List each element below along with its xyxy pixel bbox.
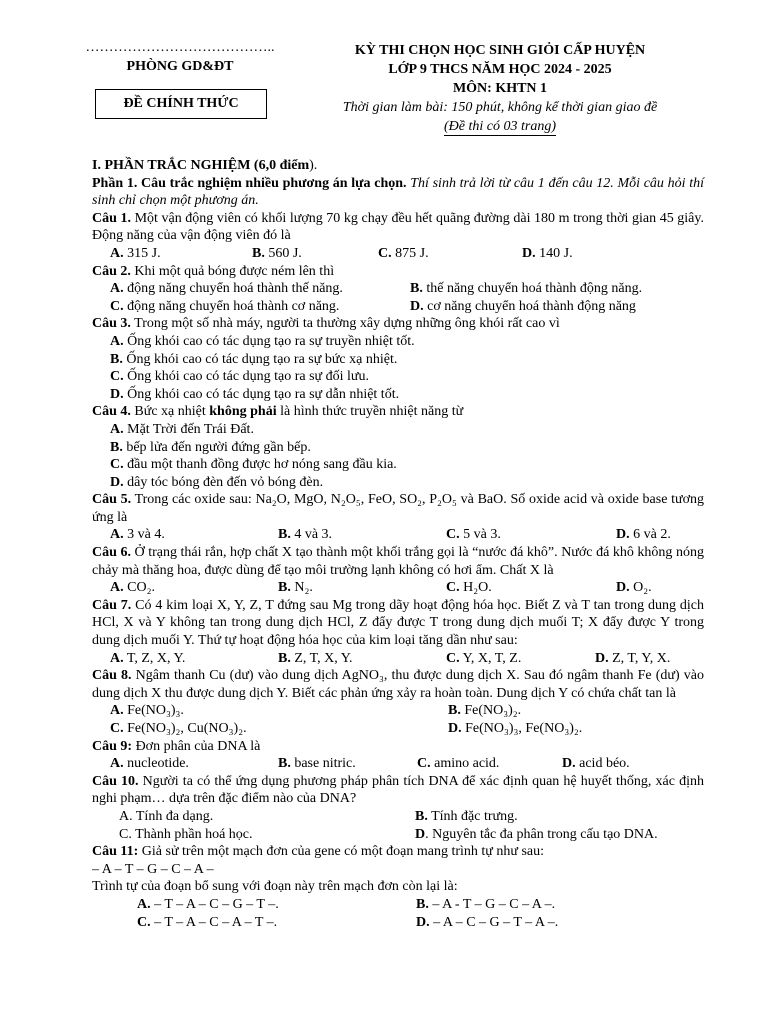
question-4: Câu 4. Bức xạ nhiệt không phải là hình thức truyền nhiệt năng từ [92,404,464,420]
question-8: Câu 8. Ngâm thanh Cu (dư) vào dung dịch AgNO₃, thu được dung dịch X. Sau đó ngâm thanh Fe (dư) vào dung dịch X thu được dung dịch Y. Biết các phản ứng xảy ra hoàn toàn. Dung dịch Y có chứa chất tan là [92,668,704,701]
question-10: Câu 10. Người ta có thể ứng dụng phương pháp phân tích DNA để xác định quan hệ huyết thống, xác định nghi phạm… dựa trên đặc điểm nào của DNA? [92,773,704,807]
question-2: Câu 2. Khi một quả bóng được ném lên thì [92,263,335,279]
q2-options-1: A. động năng chuyển hoá thành thế năng. B. thế năng chuyển hoá thành động năng. [110,281,643,297]
q1-options: A. 315 J. B. 560 J. C. 875 J. D. 140 J. [110,245,573,261]
section-title: I. PHẦN TRẮC NGHIỆM (6,0 điểm). [92,158,318,173]
q3-option-d: D. Ống khói cao có tác dụng tạo ra sự dẫn nhiệt tốt. [110,386,400,402]
q3-option-c: C. Ống khói cao có tác dụng tạo ra sự đối lưu. [110,369,369,385]
question-5: Câu 5. Trong các oxide sau: Na₂O, MgO, N₂O₅, FeO, SO₂, P₂O₅ và BaO. Số oxide acid và oxide base tương ứng là [92,492,705,525]
department: PHÒNG GD&ĐT [126,59,234,74]
q3-option-a: A. Ống khói cao có tác dụng tạo ra sự truyền nhiệt tốt. [110,333,415,349]
question-9: Câu 9: Đơn phân của DNA là [92,738,261,754]
grade-year: LỚP 9 THCS NĂM HỌC 2024 - 2025 [388,62,612,77]
q10-options-1: A. Tính đa dạng. B. Tính đặc trưng. [119,808,518,824]
q4-option-d: D. dây tóc bóng đèn đến vỏ bóng đèn. [110,474,324,490]
q4-option-b: B. bếp lửa đến người đứng gần bếp. [110,439,311,455]
header-left [60,40,300,75]
official-label: ĐỀ CHÍNH THỨC [123,96,239,111]
page-count: (Đề thi có 03 trang) [444,119,556,134]
subject: MÔN: KHTN 1 [452,81,548,96]
q7-options: A. T, Z, X, Y. B. Z, T, X, Y. C. Y, X, T, Z. D. Z, T, Y, X. [110,650,671,666]
q3-option-b: B. Ống khói cao có tác dụng tạo ra sự bức xạ nhiệt. [110,351,398,367]
q4-option-a: A. Mặt Trời đến Trái Đất. [110,421,254,437]
q8-options-2: C. Fe(NO₃)₂, Cu(NO₃)₂. D. Fe(NO₃)₃, Fe(NO₃)₂. [110,721,583,736]
q11-options-1: A. – T – A – C – G – T –. B. – A - T – G – C – A –. [137,896,556,912]
q2-options-2: C. động năng chuyển hoá thành cơ năng. D. cơ năng chuyển hoá thành động năng [110,298,636,314]
header-right [310,41,690,136]
q8-options-1: A. Fe(NO₃)₃. B. Fe(NO₃)₂. [110,703,522,719]
question-1: Câu 1. Một vận động viên có khối lượng 70 kg chạy đều hết quãng đường dài 180 m trong thời gian 45 giây. Động năng của vận động viên đó là [92,210,704,244]
question-7: Câu 7. Có 4 kim loại X, Y, Z, T đứng sau Mg trong dãy hoạt động hóa học. Biết Z và T tan trong dung dịch HCl, X và Y không tan trong dung dịch HCl, Z đẩy được T trong dung dịch muối T; X đẩy được Y trong dung dịch muối Y. Thứ tự hoạt động hóa học của kim loại tăng dần như sau: [92,597,704,649]
q11-options-2: C. – T – A – C – A – T –. D. – A – C – G – T – A –. [137,914,559,930]
question-3: Câu 3. Trong một số nhà máy, người ta thường xây dựng những ông khói rất cao vì [92,316,560,332]
time-note: Thời gian làm bài: 150 phút, không kể thời gian giao đề [342,100,658,115]
q6-options: A. CO₂. B. N₂. C. H₂O. D. O₂. [110,580,652,596]
q5-options: A. 3 và 4. B. 4 và 3. C. 5 và 3. D. 6 và 2. [110,527,671,543]
q10-options-2: C. Thành phần hoá học. D. Nguyên tắc đa phân trong cấu tạo DNA. [119,826,658,842]
placeholder-dots: ………………………………….. [85,40,275,55]
q4-option-c: C. đầu một thanh đồng được hơ nóng sang đầu kia. [110,457,397,473]
official-stamp [95,89,267,119]
question-11: Câu 11: Giả sử trên một mạch đơn của gene có một đoạn mang trình tự như sau: [92,844,545,860]
part1-heading: Phần 1. Câu trắc nghiệm nhiều phương án lựa chọn. Thí sinh trả lời từ câu 1 đến câu 12. Mỗi câu hỏi thí sinh chỉ chọn một phương án. [92,175,704,209]
q11-ask: Trình tự của đoạn bổ sung với đoạn này trên mạch đơn còn lại là: [92,879,458,895]
q9-options: A. nucleotide. B. base nitric. C. amino acid. D. acid béo. [110,756,630,772]
exam-title: KỲ THI CHỌN HỌC SINH GIỎI CẤP HUYỆN [354,43,646,58]
q11-sequence: – A – T – G – C – A – [92,861,214,877]
question-6: Câu 6. Ở trạng thái rắn, hợp chất X tạo thành một khối trắng gọi là “nước đá khô”. Nước đá khô không nóng chảy mà thăng hoa, được dùng để tạo môi trường lạnh không có hơi ẩm. Chất X là [92,545,704,578]
exam-body [92,157,704,931]
